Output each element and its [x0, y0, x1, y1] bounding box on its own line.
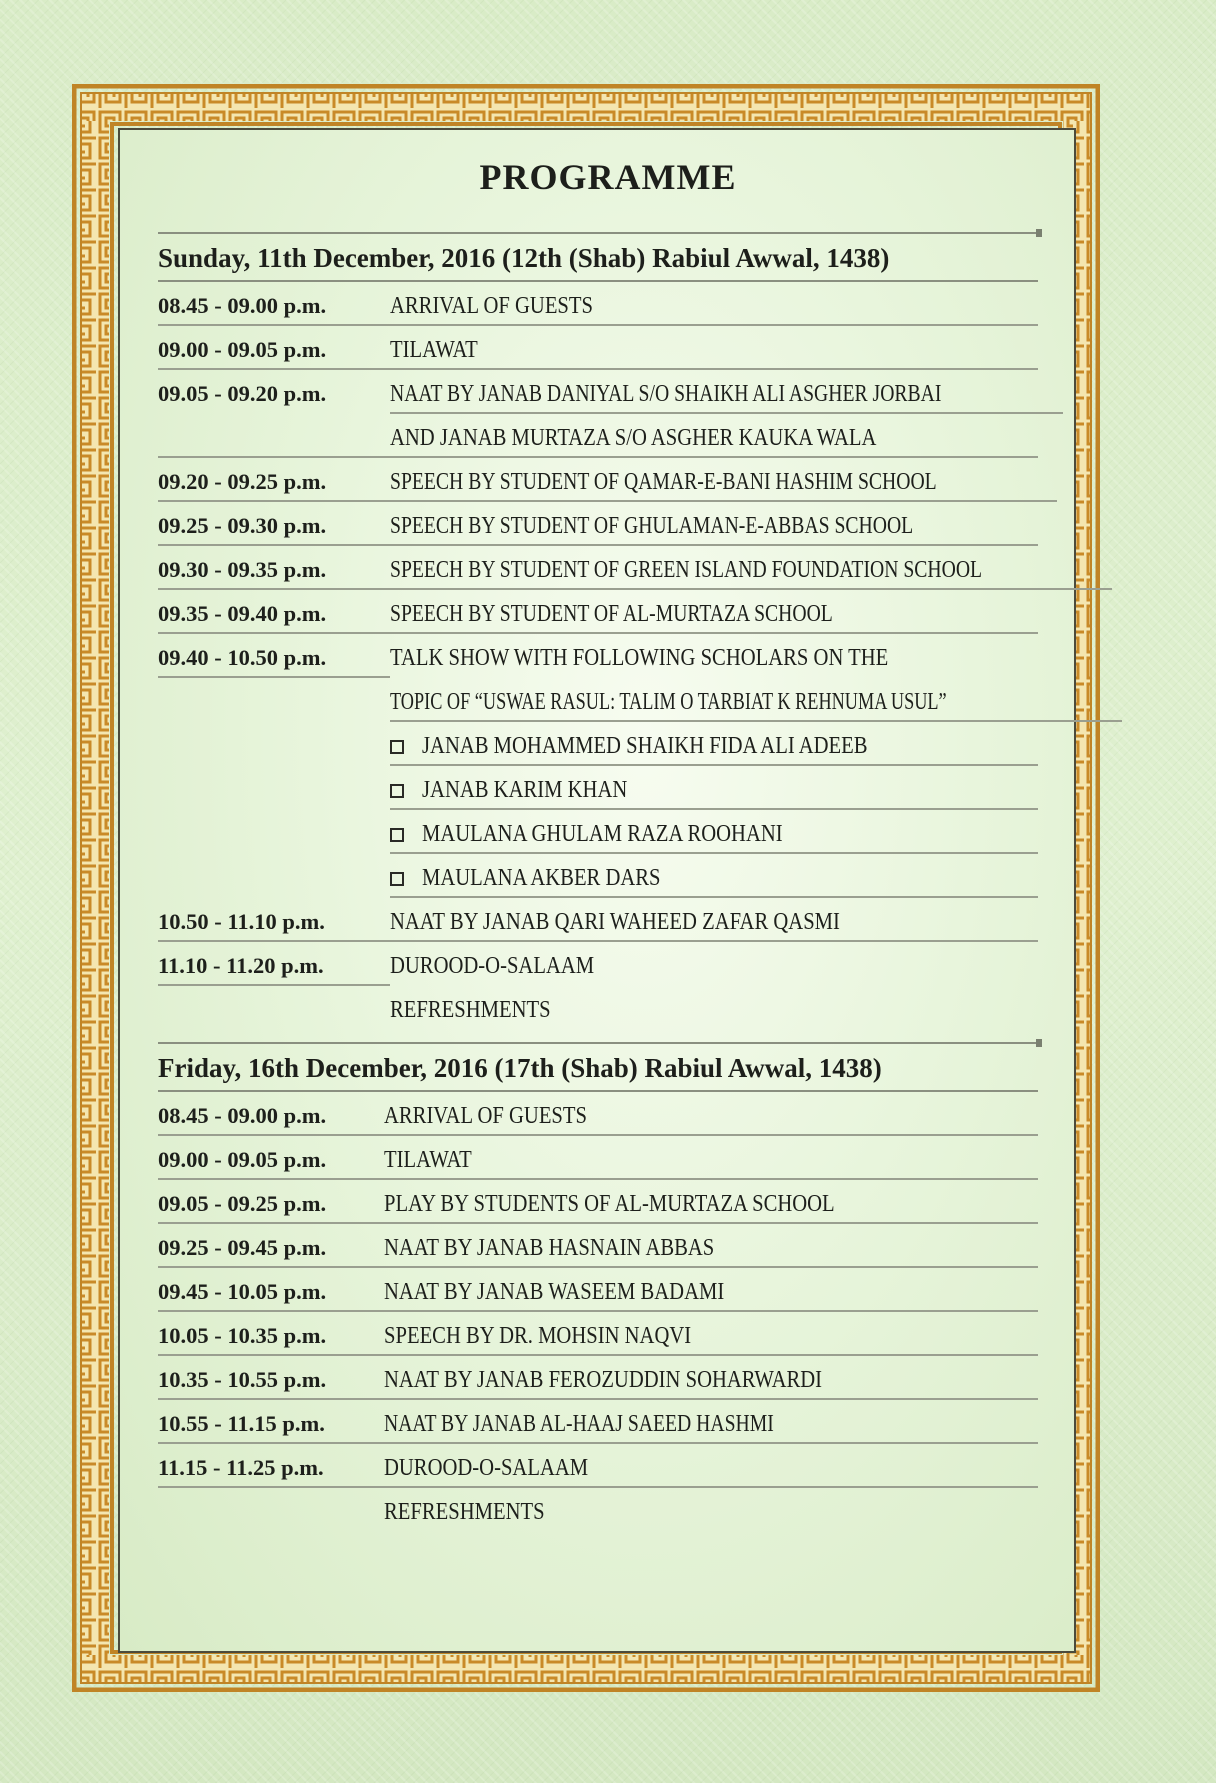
event-text: NAAT BY JANAB AL-HAAJ SAEED HASHMI [384, 1400, 1038, 1444]
time-slot: 10.05 - 10.35 p.m. [158, 1312, 384, 1356]
event-text: NAAT BY JANAB WASEEM BADAMI [384, 1268, 1038, 1312]
schedule-row [158, 370, 1038, 414]
event-text: SPEECH BY DR. MOHSIN NAQVI [384, 1312, 1038, 1356]
event-text: MAULANA AKBER DARS [390, 854, 1038, 898]
time-slot: 09.40 - 10.50 p.m. [158, 634, 390, 678]
schedule-row [158, 282, 1038, 326]
time-slot: 10.55 - 11.15 p.m. [158, 1400, 384, 1444]
event-text: DUROOD-O-SALAAM [384, 1444, 1038, 1488]
event-text: TILAWAT [390, 326, 1038, 370]
schedule-row [158, 634, 1038, 678]
time-slot [158, 766, 390, 810]
schedule-row [158, 546, 1038, 590]
event-text: SPEECH BY STUDENT OF GHULAMAN-E-ABBAS SCHOOL [390, 502, 1038, 546]
scholar-row [158, 854, 1038, 898]
event-text: SPEECH BY STUDENT OF QAMAR-E-BANI HASHIM SCHOOL [390, 458, 1057, 502]
event-text: ARRIVAL OF GUESTS [390, 282, 1038, 326]
schedule-row [158, 1268, 1038, 1312]
schedule-row [158, 1312, 1038, 1356]
time-slot: 11.10 - 11.20 p.m. [158, 942, 390, 986]
time-slot: 09.25 - 09.30 p.m. [158, 502, 390, 546]
time-slot: 09.05 - 09.25 p.m. [158, 1180, 384, 1224]
event-text: REFRESHMENTS [390, 997, 551, 1023]
day-heading: Friday, 16th December, 2016 (17th (Shab) Rabiul Awwal, 1438) [158, 1046, 1038, 1092]
event-text: TALK SHOW WITH FOLLOWING SCHOLARS ON THE [390, 645, 889, 671]
event-text: TOPIC OF “USWAE RASUL: TALIM O TARBIAT K REHNUMA USUL” [390, 678, 1122, 722]
time-slot: 10.35 - 10.55 p.m. [158, 1356, 384, 1400]
time-slot: 08.45 - 09.00 p.m. [158, 282, 390, 326]
event-text: AND JANAB MURTAZA S/O ASGHER KAUKA WALA [390, 414, 1038, 458]
event-text: DUROOD-O-SALAAM [390, 953, 595, 979]
event-text: ARRIVAL OF GUESTS [384, 1092, 1038, 1136]
time-slot [158, 414, 390, 458]
schedule-row [158, 942, 1038, 986]
day-heading: Sunday, 11th December, 2016 (12th (Shab) Rabiul Awwal, 1438) [158, 236, 1038, 282]
event-text: NAAT BY JANAB QARI WAHEED ZAFAR QASMI [390, 898, 1038, 942]
schedule-row [158, 1400, 1038, 1444]
time-slot [158, 678, 390, 722]
event-text: PLAY BY STUDENTS OF AL-MURTAZA SCHOOL [384, 1180, 1038, 1224]
schedule-row [158, 1356, 1038, 1400]
schedule [158, 228, 1038, 1532]
checkbox-bullet-icon [390, 740, 404, 754]
schedule-row [158, 458, 1038, 502]
scholar-row [158, 722, 1038, 766]
time-slot: 08.45 - 09.00 p.m. [158, 1092, 384, 1136]
time-slot [158, 722, 390, 766]
event-text: REFRESHMENTS [384, 1499, 545, 1525]
schedule-row [158, 1092, 1038, 1136]
time-slot [158, 854, 390, 898]
event-text: NAAT BY JANAB DANIYAL S/O SHAIKH ALI ASGHER JORBAI [390, 370, 1063, 414]
time-slot: 09.45 - 10.05 p.m. [158, 1268, 384, 1312]
schedule-row [158, 678, 1038, 722]
time-slot [158, 986, 390, 1030]
page-title: PROGRAMME [479, 157, 737, 197]
schedule-row [158, 1444, 1038, 1488]
time-slot [158, 810, 390, 854]
schedule-row [158, 1488, 1038, 1532]
checkbox-bullet-icon [390, 828, 404, 842]
schedule-row [158, 326, 1038, 370]
schedule-row [158, 986, 1038, 1030]
schedule-row [158, 1180, 1038, 1224]
time-slot: 11.15 - 11.25 p.m. [158, 1444, 384, 1488]
checkbox-bullet-icon [390, 872, 404, 886]
event-text: MAULANA GHULAM RAZA ROOHANI [390, 810, 1038, 854]
schedule-row [158, 898, 1038, 942]
schedule-row [158, 1136, 1038, 1180]
day-section-sunday [158, 228, 1038, 1030]
time-slot: 09.05 - 09.20 p.m. [158, 381, 327, 406]
day-divider [158, 228, 1038, 236]
time-slot: 09.25 - 09.45 p.m. [158, 1224, 384, 1268]
event-text: JANAB MOHAMMED SHAIKH FIDA ALI ADEEB [390, 722, 1038, 766]
day-divider [158, 1038, 1038, 1046]
time-slot: 09.30 - 09.35 p.m. [158, 546, 390, 590]
schedule-row [158, 502, 1038, 546]
time-slot [158, 1488, 384, 1532]
time-slot: 09.20 - 09.25 p.m. [158, 458, 390, 502]
event-text: NAAT BY JANAB FEROZUDDIN SOHARWARDI [384, 1356, 1038, 1400]
event-text: NAAT BY JANAB HASNAIN ABBAS [384, 1224, 1038, 1268]
event-text: TILAWAT [384, 1136, 1038, 1180]
event-text: SPEECH BY STUDENT OF GREEN ISLAND FOUNDATION SCHOOL [390, 546, 1112, 590]
schedule-row [158, 590, 1038, 634]
scholar-row [158, 810, 1038, 854]
event-text: JANAB KARIM KHAN [390, 766, 1038, 810]
time-slot: 10.50 - 11.10 p.m. [158, 898, 390, 942]
event-text: SPEECH BY STUDENT OF AL-MURTAZA SCHOOL [390, 590, 1038, 634]
schedule-row [158, 414, 1038, 458]
time-slot: 09.00 - 09.05 p.m. [158, 1136, 384, 1180]
time-slot: 09.35 - 09.40 p.m. [158, 590, 390, 634]
schedule-row [158, 1224, 1038, 1268]
scholar-row [158, 766, 1038, 810]
time-slot: 09.00 - 09.05 p.m. [158, 326, 390, 370]
day-section-friday [158, 1038, 1038, 1532]
checkbox-bullet-icon [390, 784, 404, 798]
